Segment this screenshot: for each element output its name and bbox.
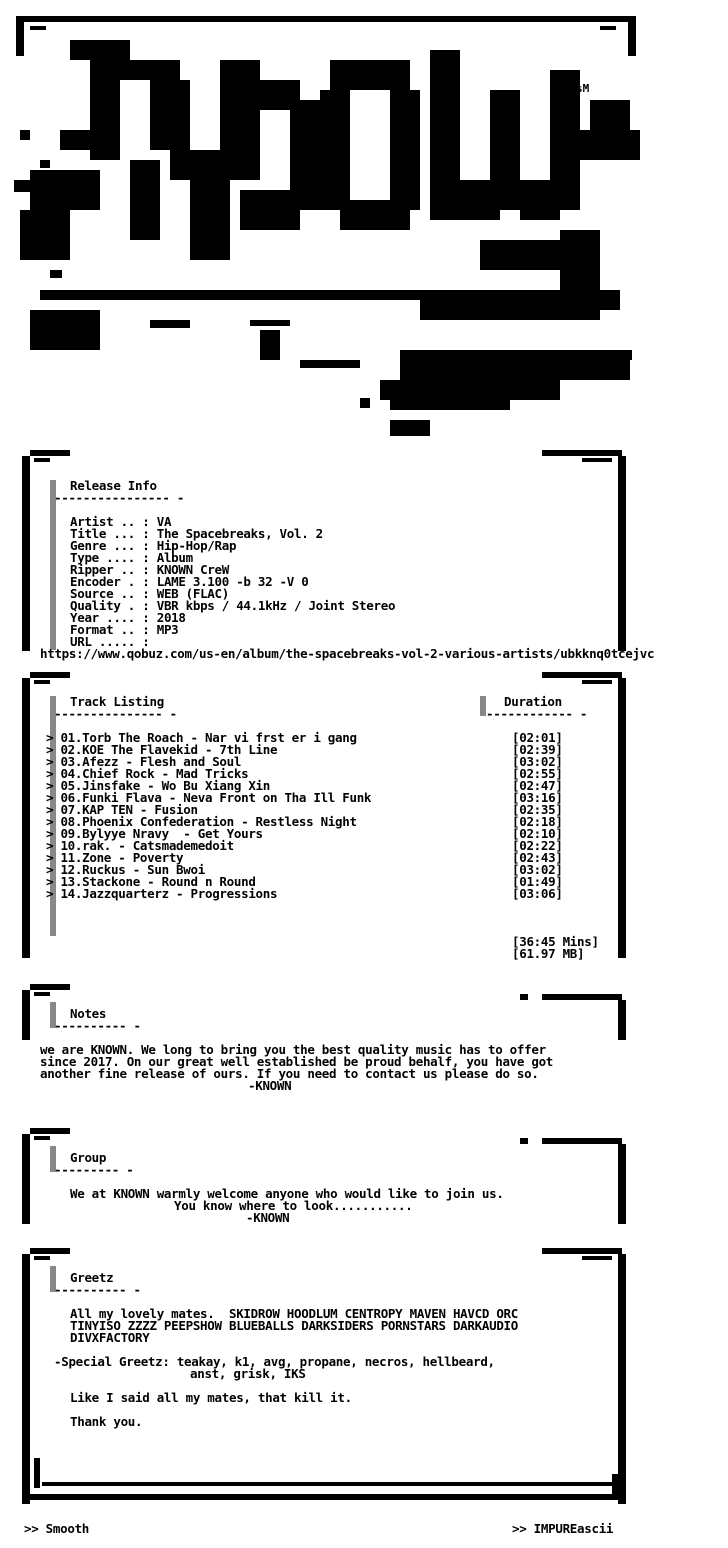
track-duration: [02:47]: [512, 778, 563, 793]
group-signature: -KNOWN: [246, 1210, 290, 1225]
track-title: > 03.Afezz - Flesh and Soul: [46, 754, 242, 769]
track-row: [46, 888, 606, 900]
track-duration: [02:22]: [512, 838, 563, 853]
track-title: > 11.Zone - Poverty: [46, 850, 184, 865]
special-greetz-line: -Special Greetz: teakay, k1, avg, propane, necros, hellbeard,: [54, 1354, 495, 1369]
greetz-heading-underline: ---------- -: [54, 1282, 141, 1297]
track-duration: [02:35]: [512, 802, 563, 817]
group-box: [22, 1128, 626, 1228]
release-info-value: 2018: [156, 610, 186, 625]
release-info-label: Quality . :: [70, 598, 150, 613]
release-info-value: MP3: [156, 622, 179, 637]
greetz-thanks: Thank you.: [70, 1414, 143, 1429]
greetz-line-1: All my lovely mates. SKIDROW HOODLUM CENTROPY MAVEN HAVCD ORC: [70, 1306, 518, 1321]
release-info-value: WEB (FLAC): [156, 586, 229, 601]
release-info-label: Source .. :: [70, 586, 150, 601]
track-duration: [03:16]: [512, 790, 563, 805]
duration-heading-underline: ------------ -: [486, 706, 588, 721]
release-info-value: VA: [156, 514, 172, 529]
release-info-label: Format .. :: [70, 622, 150, 637]
release-info-value: KNOWN CreW: [156, 562, 229, 577]
track-title: > 05.Jinsfake - Wo Bu Xiang Xin: [46, 778, 270, 793]
track-title: > 07.KAP TEN - Fusion: [46, 802, 198, 817]
track-title: > 04.Chief Rock - Mad Tricks: [46, 766, 249, 781]
release-info-value: Hip-Hop/Rap: [156, 538, 237, 553]
special-greetz-line-2: anst, grisk, IKS: [190, 1366, 306, 1381]
release-info-label: Artist .. :: [70, 514, 150, 529]
greetz-box: [22, 1248, 626, 1510]
notes-line-3: another fine release of ours. If you need to contact us please do so.: [40, 1066, 539, 1081]
greetz-line-3: DIVXFACTORY: [70, 1330, 150, 1345]
release-info-label: Ripper .. :: [70, 562, 150, 577]
track-duration: [02:18]: [512, 814, 563, 829]
notes-signature: -KNOWN: [248, 1078, 292, 1093]
track-title: > 01.Torb The Roach - Nar vi frst er i gang: [46, 730, 357, 745]
track-title: > 12.Ruckus - Sun Bwoi: [46, 862, 205, 877]
release-info-label: Year .... :: [70, 610, 150, 625]
notes-heading: Notes: [70, 1006, 107, 1021]
known-ascii-logo: [0, 0, 728, 450]
track-duration: [01:49]: [512, 874, 563, 889]
footer-impureascii-credit: >> IMPUREascii: [512, 1521, 614, 1536]
footer-smooth-credit: >> Smooth: [24, 1521, 90, 1536]
track-title: > 10.rak. - Catsmademedoit: [46, 838, 234, 853]
release-info-value: The Spacebreaks, Vol. 2: [156, 526, 323, 541]
greetz-heading: Greetz: [70, 1270, 114, 1285]
release-info-value: LAME 3.100 -b 32 -V 0: [156, 574, 309, 589]
greetz-outro: Like I said all my mates, that kill it.: [70, 1390, 352, 1405]
track-heading-underline: --------------- -: [54, 706, 177, 721]
release-info-label: Encoder . :: [70, 574, 150, 589]
release-info-label: Type .... :: [70, 550, 150, 565]
track-title: > 13.Stackone - Round n Round: [46, 874, 256, 889]
track-duration: [02:01]: [512, 730, 563, 745]
track-title: > 09.Bylyye Nravy - Get Yours: [46, 826, 263, 841]
group-heading: Group: [70, 1150, 107, 1165]
release-info-table: [70, 516, 395, 648]
release-info-value: VBR kbps / 44.1kHz / Joint Stereo: [156, 598, 396, 613]
group-line-2: You know where to look...........: [174, 1198, 413, 1213]
release-info-label: Genre ... :: [70, 538, 150, 553]
total-duration: [36:45 Mins]: [512, 934, 599, 949]
release-info-box: [22, 450, 626, 660]
release-url-link[interactable]: https://www.qobuz.com/us-en/album/the-spacebreaks-vol-2-various-artists/ubkknq0tcejvc: [40, 646, 655, 661]
total-size: [61.97 MB]: [512, 946, 585, 961]
track-duration: [02:55]: [512, 766, 563, 781]
track-duration: [02:10]: [512, 826, 563, 841]
track-listing-heading: Track Listing: [70, 694, 164, 709]
track-title: > 08.Phoenix Confederation - Restless Night: [46, 814, 357, 829]
track-listing-box: [22, 672, 626, 962]
notes-line-1: we are KNOWN. We long to bring you the best quality music has to offer: [40, 1042, 546, 1057]
track-duration: [03:02]: [512, 862, 563, 877]
release-info-value: Album: [156, 550, 193, 565]
group-box-frame: [22, 1128, 626, 1228]
group-line-1: We at KNOWN warmly welcome anyone who would like to join us.: [70, 1186, 504, 1201]
release-info-label: URL ..... :: [70, 634, 150, 649]
track-duration: [03:02]: [512, 754, 563, 769]
notes-line-2: since 2017. On our great well established be proud behalf, you have got: [40, 1054, 554, 1069]
notes-heading-underline: ---------- -: [54, 1018, 141, 1033]
greetz-line-2: TINYISO ZZZZ PEEPSHOW BLUEBALLS DARKSIDERS PORNSTARS DARKAUDIO: [70, 1318, 518, 1333]
track-duration: [03:06]: [512, 886, 563, 901]
logo-signature: sM: [576, 82, 590, 95]
duration-heading: Duration: [504, 694, 562, 709]
track-title: > 02.KOE The Flavekid - 7th Line: [46, 742, 278, 757]
track-list: [46, 732, 606, 900]
release-info-heading: Release Info: [70, 478, 157, 493]
track-title: > 06.Funki Flava - Neva Front on Tha Ill Funk: [46, 790, 372, 805]
track-duration: [02:39]: [512, 742, 563, 757]
group-heading-underline: --------- -: [54, 1162, 134, 1177]
release-info-label: Title ... :: [70, 526, 150, 541]
track-duration: [02:43]: [512, 850, 563, 865]
track-title: > 14.Jazzquarterz - Progressions: [46, 886, 278, 901]
release-heading-underline: ---------------- -: [54, 490, 185, 505]
